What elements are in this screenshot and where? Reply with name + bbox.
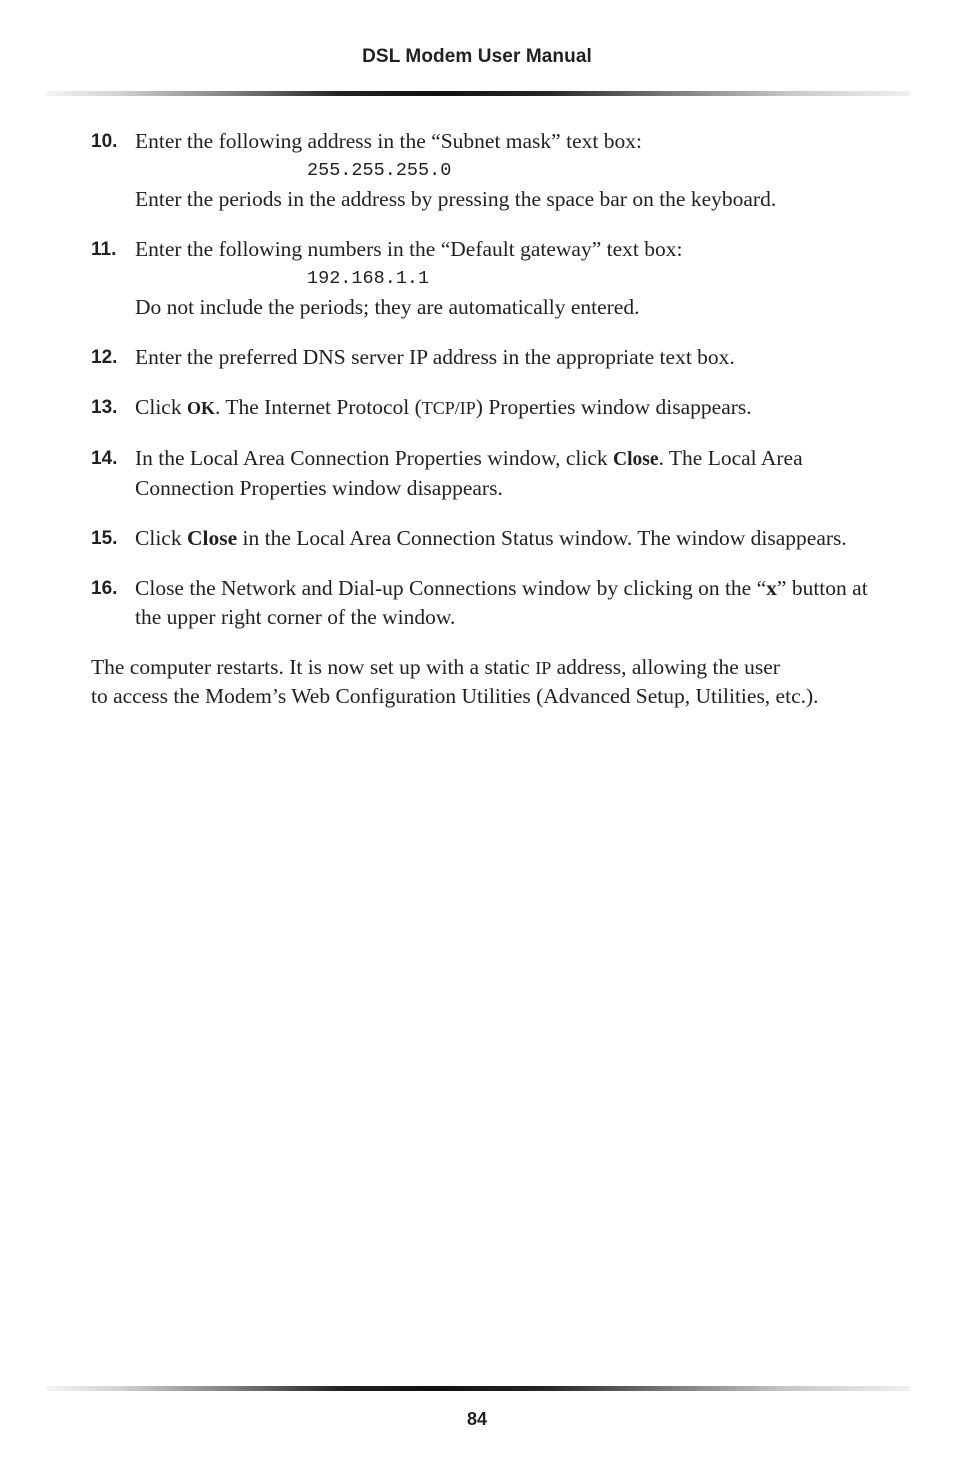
step-text-post: in the Local Area Connection Status window. The window disappears. bbox=[237, 526, 847, 550]
step-text: Enter the preferred DNS server IP address in the appropriate text box. bbox=[135, 345, 735, 369]
header-divider bbox=[46, 91, 910, 96]
step-14 bbox=[91, 444, 881, 503]
step-number: 12. bbox=[91, 347, 118, 368]
default-gateway-value: 192.168.1.1 bbox=[307, 268, 430, 289]
ip-term: IP bbox=[535, 658, 552, 678]
step-12 bbox=[91, 343, 881, 372]
step-number: 16. bbox=[91, 578, 118, 599]
close-button-reference: Close bbox=[186, 526, 238, 550]
step-15 bbox=[91, 524, 881, 553]
step-text-pre: Close the Network and Dial-up Connections window by clicking on the “ bbox=[135, 576, 767, 600]
ok-button-reference: OK bbox=[186, 398, 215, 418]
page-header-title: DSL Modem User Manual bbox=[362, 46, 592, 67]
closing-paragraph bbox=[91, 653, 881, 710]
step-10 bbox=[91, 127, 881, 214]
close-button-reference: Close bbox=[613, 449, 659, 470]
step-note: Do not include the periods; they are automatically entered. bbox=[135, 295, 640, 319]
step-text-mid: . The Internet Protocol ( bbox=[214, 395, 422, 419]
step-text-post: . The Local Area Connection Properties window disappears. bbox=[135, 446, 803, 500]
step-number: 13. bbox=[91, 397, 118, 418]
step-number: 10. bbox=[91, 131, 118, 152]
step-11 bbox=[91, 235, 881, 322]
subnet-mask-value: 255.255.255.0 bbox=[307, 160, 452, 181]
closing-text-line1: address, allowing the user bbox=[551, 655, 780, 679]
x-button-reference: x bbox=[766, 576, 777, 600]
step-text: Enter the following numbers in the “Default gateway” text box: bbox=[135, 237, 683, 261]
page-number: 84 bbox=[466, 1409, 488, 1429]
step-note: Enter the periods in the address by pressing the space bar on the keyboard. bbox=[135, 187, 777, 211]
step-text-pre: In the Local Area Connection Properties window, click bbox=[135, 446, 614, 470]
step-text-post: ” button at the upper right corner of the window. bbox=[135, 576, 868, 629]
closing-text-pre: The computer restarts. It is now set up with a static bbox=[91, 655, 536, 679]
step-text-pre: Click bbox=[135, 395, 187, 419]
step-16 bbox=[91, 574, 881, 632]
step-number: 15. bbox=[91, 528, 118, 549]
closing-text-line2: to access the Modem’s Web Configuration Utilities (Advanced Setup, Utilities, etc.). bbox=[91, 684, 819, 708]
step-text-pre: Click bbox=[135, 526, 187, 550]
footer-divider bbox=[46, 1386, 910, 1391]
step-text: Enter the following address in the “Subnet mask” text box: bbox=[135, 129, 642, 153]
step-13 bbox=[91, 393, 881, 423]
instructions-body bbox=[91, 127, 881, 710]
step-text-post: ) Properties window disappears. bbox=[475, 395, 752, 419]
protocol-name: TCP/IP bbox=[421, 398, 476, 418]
step-number: 14. bbox=[91, 448, 118, 469]
step-number: 11. bbox=[91, 239, 117, 260]
